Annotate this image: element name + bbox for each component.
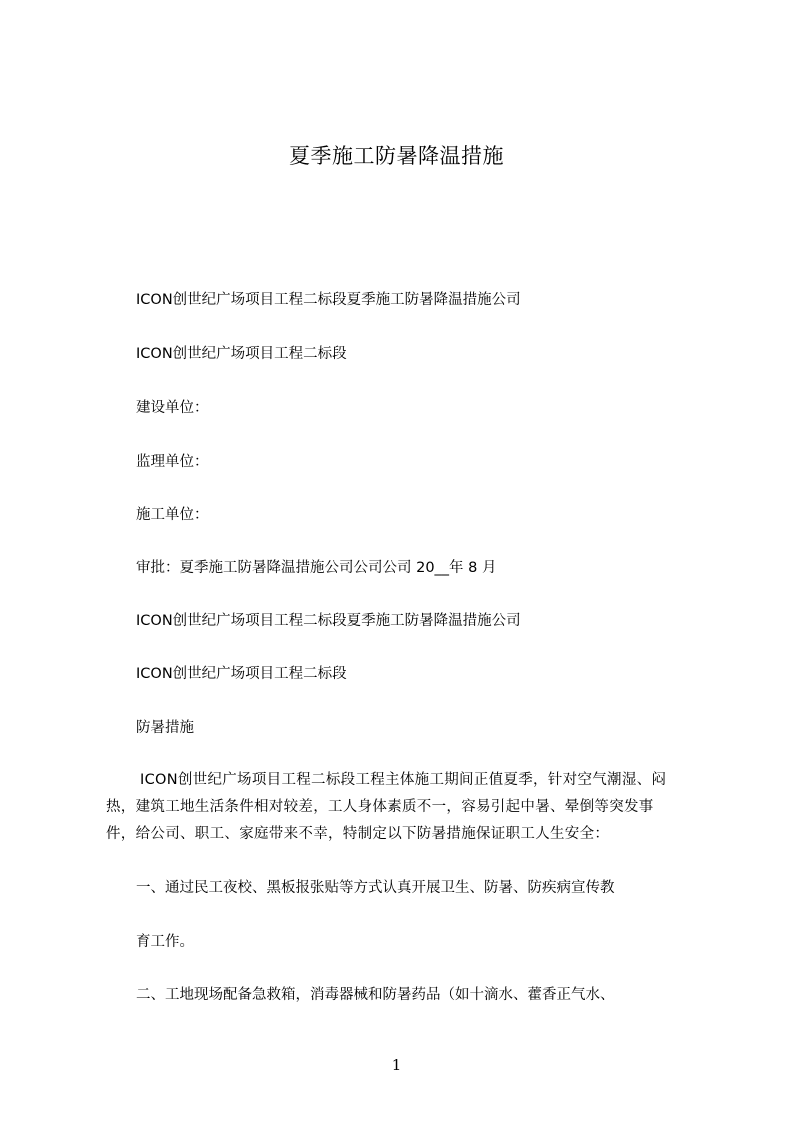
list-item-education-cont: 育工作。: [136, 934, 194, 950]
section-heading-measures: 防暑措施: [136, 720, 194, 736]
document-title: 夏季施工防暑降温措施: [289, 144, 504, 168]
text-line-supervision-unit: 监理单位：: [136, 454, 209, 470]
list-item-education: 一、通过民工夜校、黑板报张贴等方式认真开展卫生、防暑、防疾病宣传教: [136, 880, 615, 896]
text-line-construction-unit: 建设单位：: [136, 400, 209, 416]
paragraph-line: ICON创世纪广场项目工程二标段工程主体施工期间正值夏季，针对空气潮湿、闷: [140, 772, 667, 788]
text-line-project-repeat: ICON创世纪广场项目工程二标段: [136, 666, 347, 682]
page-number: 1: [391, 1056, 402, 1074]
text-line-company-repeat: ICON创世纪广场项目工程二标段夏季施工防暑降温措施公司: [136, 613, 521, 629]
paragraph-line: 热，建筑工地生活条件相对较差，工人身体素质不一，容易引起中暑、晕倒等突发事: [106, 799, 654, 815]
text-line-builder-unit: 施工单位：: [136, 507, 209, 523]
text-line-project: ICON创世纪广场项目工程二标段: [136, 346, 347, 362]
text-line-company: ICON创世纪广场项目工程二标段夏季施工防暑降温措施公司: [136, 292, 521, 308]
intro-paragraph: [106, 767, 716, 848]
list-item-first-aid: 二、工地现场配备急救箱，消毒器械和防暑药品（如十滴水、藿香正气水、: [136, 987, 615, 1003]
text-line-approval: 审批：夏季施工防暑降温措施公司公司公司 20__年 8 月: [136, 560, 497, 576]
paragraph-line: 件，给公司、职工、家庭带来不幸，特制定以下防暑措施保证职工人生安全：: [106, 826, 610, 842]
